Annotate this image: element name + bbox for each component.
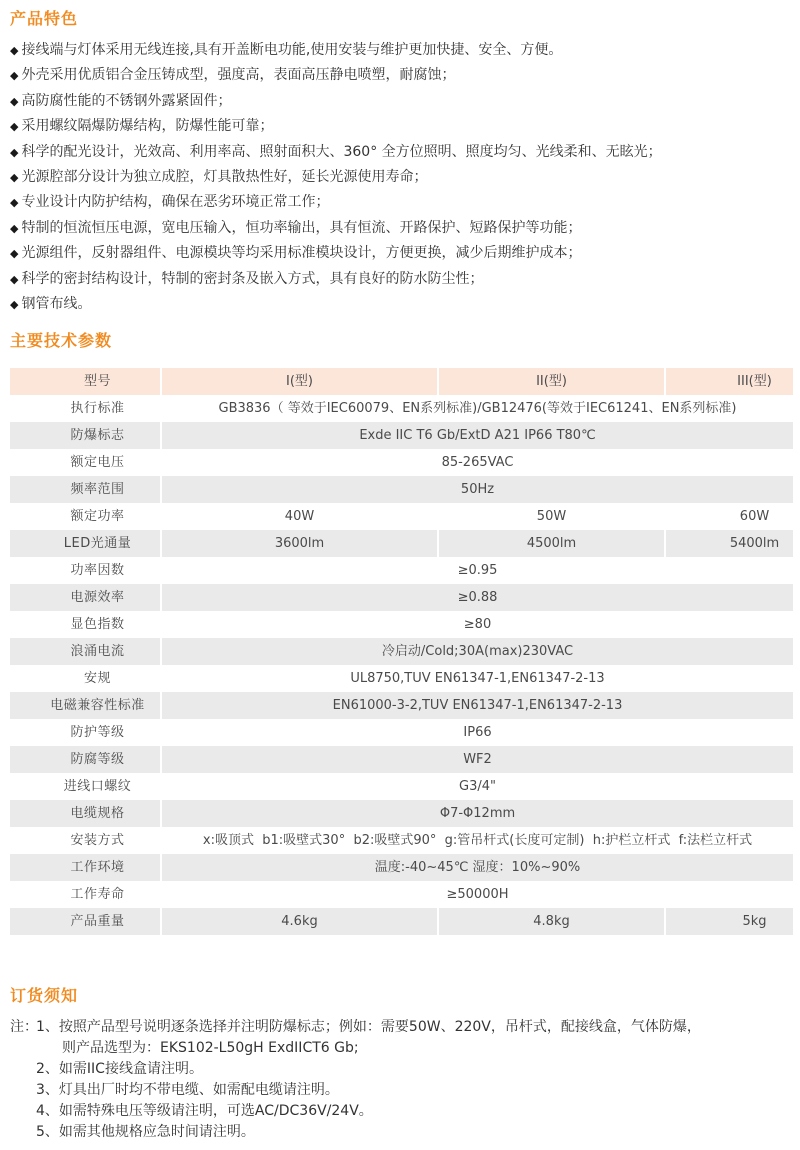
table-row bbox=[10, 908, 793, 935]
diamond-bullet-icon: ◆ bbox=[10, 94, 19, 108]
feature-item bbox=[10, 89, 662, 114]
table-row bbox=[10, 584, 793, 611]
table-row bbox=[10, 719, 793, 746]
table-header-row bbox=[10, 368, 793, 395]
row-label: 电磁兼容性标准 bbox=[50, 698, 145, 713]
section-title-order: 订货须知 bbox=[10, 986, 79, 1005]
table-row bbox=[10, 611, 793, 638]
row-value: 60W bbox=[664, 503, 793, 530]
row-label: 执行标准 bbox=[70, 401, 125, 416]
feature-item bbox=[10, 190, 662, 215]
row-value: 3600lm bbox=[160, 530, 437, 557]
row-value: 40W bbox=[160, 503, 437, 530]
note-prefix: 注： bbox=[10, 1019, 38, 1035]
feature-text: 光源腔部分设计为独立成腔，灯具散热性好，延长光源使用寿命； bbox=[21, 168, 428, 185]
row-label: LED光通量 bbox=[63, 536, 132, 551]
row-label: 产品重量 bbox=[70, 914, 125, 929]
table-row bbox=[10, 665, 793, 692]
diamond-bullet-icon: ◆ bbox=[10, 170, 19, 184]
feature-item bbox=[10, 114, 662, 139]
diamond-bullet-icon: ◆ bbox=[10, 272, 19, 286]
row-value: 4.6kg bbox=[160, 908, 437, 935]
row-label: 防护等级 bbox=[70, 725, 125, 740]
row-label: 防腐等级 bbox=[70, 752, 125, 767]
feature-item bbox=[10, 38, 662, 63]
header-cell: 型号 bbox=[83, 374, 111, 389]
feature-text: 特制的恒流恒压电源，宽电压输入，恒功率输出，具有恒流、开路保护、短路保护等功能； bbox=[21, 219, 582, 236]
row-value: Exde IIC T6 Gb/ExtD A21 IP66 T80℃ bbox=[160, 422, 793, 449]
note-line: 则产品选型为：EKS102-L50gH ExdIICT6 Gb; bbox=[62, 1040, 359, 1056]
table-row bbox=[10, 530, 793, 557]
section-title-features: 产品特色 bbox=[10, 9, 79, 28]
feature-text: 光源组件，反射器组件、电源模块等均采用标准模块设计，方便更换，减少后期维护成本； bbox=[21, 245, 582, 262]
row-value: 5kg bbox=[664, 908, 793, 935]
row-value: ≥0.88 bbox=[160, 584, 793, 611]
feature-item bbox=[10, 241, 662, 266]
diamond-bullet-icon: ◆ bbox=[10, 221, 19, 235]
row-label: 额定电压 bbox=[70, 455, 125, 470]
row-label: 安规 bbox=[83, 671, 111, 686]
feature-text: 科学的配光设计，光效高、利用率高、照射面积大、360° 全方位照明、照度均匀、光线柔和、无眩光； bbox=[21, 143, 662, 160]
row-value: x:吸顶式 b1:吸壁式30° b2:吸壁式90° g:管吊杆式(长度可定制) h:护栏立杆式 f:法栏立杆式 bbox=[160, 827, 793, 854]
order-notes bbox=[10, 1017, 701, 1143]
row-label: 显色指数 bbox=[70, 617, 125, 632]
row-value: 50W bbox=[437, 503, 664, 530]
feature-text: 接线端与灯体采用无线连接,具有开盖断电功能,使用安装与维护更加快捷、安全、方便。 bbox=[21, 42, 563, 58]
diamond-bullet-icon: ◆ bbox=[10, 145, 19, 159]
table-row bbox=[10, 638, 793, 665]
diamond-bullet-icon: ◆ bbox=[10, 120, 19, 134]
diamond-bullet-icon: ◆ bbox=[10, 247, 19, 261]
diamond-bullet-icon: ◆ bbox=[10, 196, 19, 210]
diamond-bullet-icon: ◆ bbox=[10, 44, 19, 57]
row-value: 温度:-40~45℃ 湿度：10%~90% bbox=[160, 854, 793, 881]
feature-item bbox=[10, 292, 662, 317]
table-row bbox=[10, 692, 793, 719]
table-row bbox=[10, 503, 793, 530]
note-line: 4、如需特殊电压等级请注明，可选AC/DC36V/24V。 bbox=[36, 1103, 373, 1119]
note-line: 1、按照产品型号说明逐条选择并注明防爆标志；例如：需要50W、220V，吊杆式，配接线盒，气体防爆， bbox=[36, 1019, 701, 1035]
header-cell: II(型) bbox=[437, 368, 664, 395]
feature-item bbox=[10, 165, 662, 190]
row-value: 冷启动/Cold;30A(max)230VAC bbox=[160, 638, 793, 665]
table-row bbox=[10, 449, 793, 476]
row-value: G3/4" bbox=[160, 773, 793, 800]
section-title-specs: 主要技术参数 bbox=[10, 331, 113, 350]
row-value: 50Hz bbox=[160, 476, 793, 503]
table-row bbox=[10, 827, 793, 854]
row-label: 防爆标志 bbox=[70, 428, 125, 443]
row-value: 85-265VAC bbox=[160, 449, 793, 476]
row-label: 频率范围 bbox=[70, 482, 125, 497]
row-label: 电缆规格 bbox=[70, 806, 125, 821]
row-label: 浪涌电流 bbox=[70, 644, 125, 659]
feature-text: 钢管布线。 bbox=[21, 295, 92, 312]
row-value: Φ7-Φ12mm bbox=[160, 800, 793, 827]
row-value: ≥50000H bbox=[160, 881, 793, 908]
table-row bbox=[10, 773, 793, 800]
header-cell: III(型) bbox=[664, 368, 793, 395]
feature-item bbox=[10, 267, 662, 292]
row-value: WF2 bbox=[160, 746, 793, 773]
row-value: UL8750,TUV EN61347-1,EN61347-2-13 bbox=[160, 665, 793, 692]
row-label: 工作环境 bbox=[70, 860, 125, 875]
spec-table bbox=[10, 368, 793, 935]
note-line: 5、如需其他规格应急时间请注明。 bbox=[36, 1124, 255, 1140]
order-notes-lines bbox=[36, 1017, 701, 1143]
feature-text: 科学的密封结构设计，特制的密封条及嵌入方式，具有良好的防水防尘性； bbox=[21, 270, 484, 287]
row-label: 功率因数 bbox=[70, 563, 125, 578]
diamond-bullet-icon: ◆ bbox=[10, 297, 19, 311]
feature-item bbox=[10, 63, 662, 88]
feature-text: 外壳采用优质铝合金压铸成型，强度高，表面高压静电喷塑，耐腐蚀； bbox=[21, 67, 456, 84]
row-label: 额定功率 bbox=[70, 509, 125, 524]
table-row bbox=[10, 422, 793, 449]
row-value: GB3836（ 等效于IEC60079、EN系列标准)/GB12476(等效于IEC61241、EN系列标准) bbox=[160, 395, 793, 422]
row-label: 工作寿命 bbox=[70, 887, 125, 902]
row-value: EN61000-3-2,TUV EN61347-1,EN61347-2-13 bbox=[160, 692, 793, 719]
row-label: 安装方式 bbox=[70, 833, 125, 848]
feature-list bbox=[10, 38, 662, 317]
row-value: IP66 bbox=[160, 719, 793, 746]
diamond-bullet-icon: ◆ bbox=[10, 69, 19, 83]
row-label: 进线口螺纹 bbox=[63, 779, 132, 794]
feature-text: 采用螺纹隔爆防爆结构，防爆性能可靠； bbox=[21, 118, 274, 135]
table-row bbox=[10, 881, 793, 908]
table-row bbox=[10, 800, 793, 827]
row-value: ≥0.95 bbox=[160, 557, 793, 584]
table-row bbox=[10, 746, 793, 773]
feature-text: 专业设计内防护结构，确保在恶劣环境正常工作； bbox=[21, 194, 330, 211]
feature-item bbox=[10, 216, 662, 241]
table-row bbox=[10, 557, 793, 584]
row-value: 4.8kg bbox=[437, 908, 664, 935]
table-row bbox=[10, 854, 793, 881]
row-value: ≥80 bbox=[160, 611, 793, 638]
row-value: 5400lm bbox=[664, 530, 793, 557]
feature-text: 高防腐性能的不锈钢外露紧固件； bbox=[21, 92, 232, 109]
row-value: 4500lm bbox=[437, 530, 664, 557]
feature-item bbox=[10, 140, 662, 165]
header-cell: I(型) bbox=[160, 368, 437, 395]
note-line: 2、如需IIC接线盒请注明。 bbox=[36, 1061, 203, 1077]
row-label: 电源效率 bbox=[70, 590, 125, 605]
note-line: 3、灯具出厂时均不带电缆、如需配电缆请注明。 bbox=[36, 1082, 339, 1098]
table-row bbox=[10, 476, 793, 503]
table-row bbox=[10, 395, 793, 422]
